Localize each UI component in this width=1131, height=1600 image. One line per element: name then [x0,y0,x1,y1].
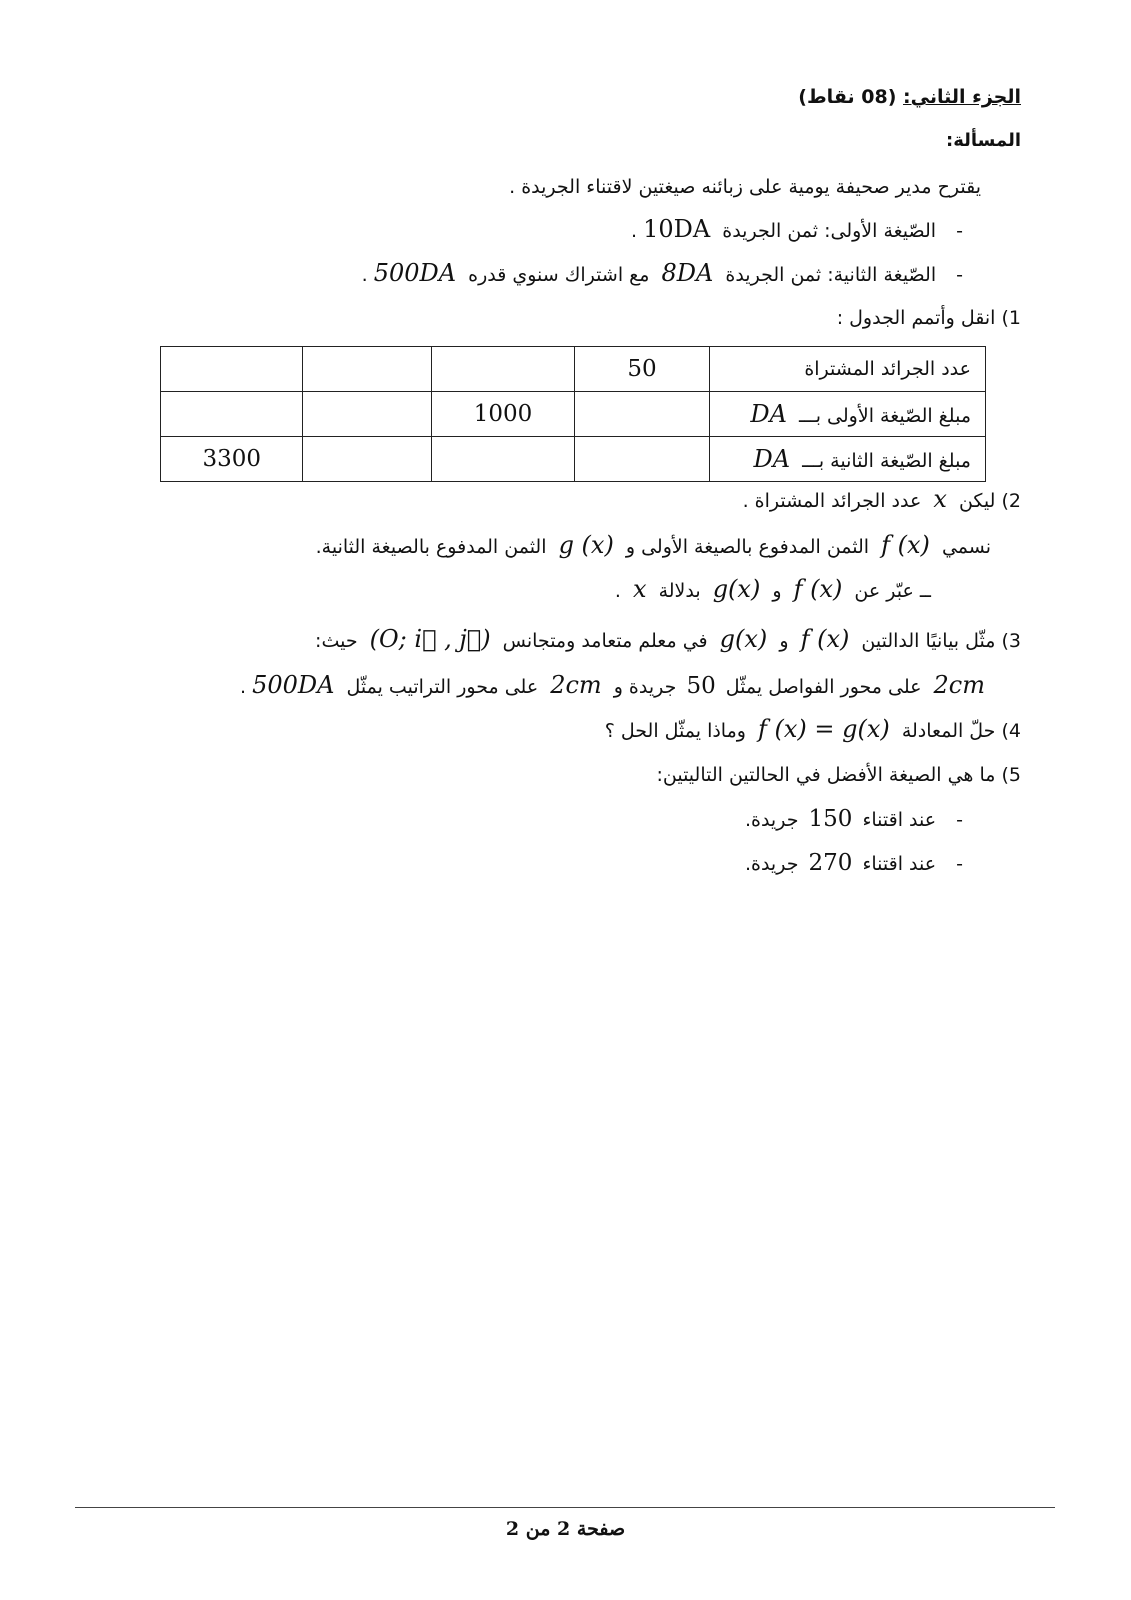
q2-line3-a: ــ عبّر عن [854,580,931,602]
footer-divider [75,1507,1055,1508]
table-cell [574,437,710,482]
table-row-label: مبلغ الصّيغة الثانية بـــ DA [710,437,986,482]
formula-1-text: الصّيغة الأولى: ثمن الجريدة [722,220,937,242]
q3-line2-b: على محور الفواصل يمثّل [725,676,922,698]
table-row-label: عدد الجرائد المشتراة [710,347,986,392]
q4-text-b: وماذا يمثّل الحل ؟ [604,720,746,742]
q2-line2-b: الثمن المدفوع بالصيغة الأولى و [625,536,870,558]
q3-line2-end: . [240,676,247,698]
question-1-text: انقل وأتمم الجدول : [836,307,996,329]
question-2-line-3 [615,574,931,606]
dash-bullet: - [956,264,963,286]
case-count: 150 [808,806,853,832]
table-cell [303,392,432,437]
q3-and: و [779,630,789,652]
formula-2 [362,258,963,290]
formula-2-end: . [361,264,368,286]
q3-line2-c: جريدة و [613,676,677,698]
question-2-text-b: عدد الجرائد المشتراة . [742,490,922,512]
question-5 [656,760,1021,790]
table-row [161,437,986,482]
case-text-b: جريدة. [744,809,799,831]
q2-line3-end: . [614,580,621,602]
formula-1-price: 10DA [643,215,711,243]
case-text-a: عند اقتناء [862,853,937,875]
table-cell: 50 [574,347,710,392]
q3-line2-e: على محور التراتيب يمثّل [346,676,539,698]
q4-text-a: حلّ المعادلة [901,720,996,742]
problem-label: المسألة: [946,130,1021,151]
list-item [745,848,963,879]
formula-1 [631,214,963,246]
variable-x: x [632,575,647,603]
dash-bullet: - [956,809,963,831]
table-cell [303,347,432,392]
question-4 [605,714,1021,746]
table-cell [161,392,303,437]
question-2 [743,484,1021,516]
function-g: g(x) [719,625,768,653]
equation: f (x) = g(x) [758,715,890,743]
q3-text-c: حيث: [315,630,358,652]
q2-line3-b: و [772,580,782,602]
table-cell [432,437,574,482]
q3-count: 50 [686,673,716,699]
intro-text: يقترح مدير صحيفة يومية على زبائنه صيغتين لاقتناء الجريدة . [509,176,981,198]
table-cell [432,347,574,392]
table-cell: 1000 [432,392,574,437]
function-f: f (x) [800,625,850,653]
q3-unit-x: 2cm [933,671,985,699]
table-row [161,392,986,437]
question-5-number: 5) [1001,764,1021,786]
list-item [745,804,963,835]
q5-text: ما هي الصيغة الأفضل في الحالتين التاليتين: [656,764,996,786]
table-cell [161,347,303,392]
q2-line3-c: بدلالة [658,580,701,602]
formula-2-price: 8DA [661,259,714,287]
question-3-number: 3) [1001,630,1021,652]
q2-line2-c: الثمن المدفوع بالصيغة الثانية. [315,536,547,558]
table-row [161,347,986,392]
q2-line2-a: نسمي [941,536,991,558]
question-1 [837,303,1021,333]
formula-2-mid: مع اشتراك سنوي قدره [468,264,650,286]
function-f: f (x) [793,575,843,603]
variable-x: x [933,485,947,513]
case-text-a: عند اقتناء [862,809,937,831]
dash-bullet: - [956,853,963,875]
question-2-text-a: ليكن [958,490,996,512]
dash-bullet: - [956,220,963,242]
question-3 [315,624,1021,656]
case-text-b: جريدة. [744,853,799,875]
table-cell [574,392,710,437]
table-row-label: مبلغ الصّيغة الأولى بـــ DA [710,392,986,437]
table-unit: DA [753,445,791,473]
q3-text-a: مثّل بيانيًا الدالتين [861,630,996,652]
question-4-number: 4) [1001,720,1021,742]
function-g: g(x) [712,575,761,603]
case-count: 270 [808,850,853,876]
coordinate-frame: (O; i⃗ , j⃗) [369,625,491,653]
formula-1-end: . [631,220,638,242]
table-unit: DA [750,400,787,428]
data-table [160,346,986,482]
table-cell [303,437,432,482]
function-g: g (x) [558,531,614,559]
q3-text-b: في معلم متعامد ومتجانس [502,630,708,652]
function-f: f (x) [881,531,930,559]
question-2-number: 2) [1001,490,1021,512]
table-cell: 3300 [161,437,303,482]
q3-amount: 500DA [252,671,335,699]
question-2-line-2 [316,530,991,562]
page-number: صفحة 2 من 2 [505,1518,626,1540]
section-points: (08 نقاط) [798,86,897,108]
section-heading [798,82,1021,112]
section-title: الجزء الثاني: [903,86,1021,108]
question-3-line-2 [240,670,991,702]
q3-unit-y: 2cm [550,671,602,699]
formula-2-subscription: 500DA [373,259,457,287]
question-1-number: 1) [1001,307,1021,329]
formula-2-text: الصّيغة الثانية: ثمن الجريدة [725,264,937,286]
